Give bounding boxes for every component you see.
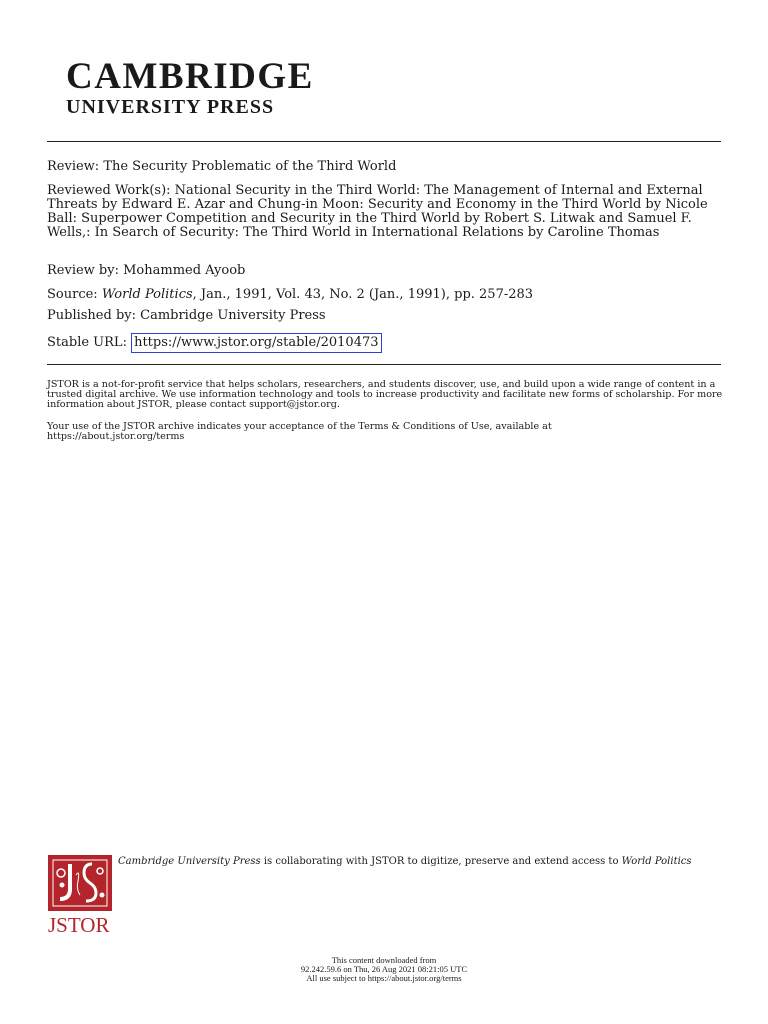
footer-line-3: All use subject to https://about.jstor.org/terms [306, 973, 462, 983]
source-journal: World Politics [101, 287, 193, 302]
published-by: Published by: Cambridge University Press [47, 308, 326, 323]
source-line [47, 288, 533, 302]
footer-line-1: This content downloaded from [331, 955, 437, 965]
review-title: Review: The Security Problematic of the Third World [47, 159, 397, 174]
stable-url-line [47, 333, 382, 353]
terms-notice: Your use of the JSTOR archive indicates your acceptance of the Terms & Conditions of Use, available at https://about.jstor.org/terms [47, 421, 552, 442]
jstor-wordmark: JSTOR [48, 913, 110, 935]
source-label: Source: [47, 287, 102, 302]
jstor-mission-notice: JSTOR is a not-for-profit service that helps scholars, researchers, and students discover, use, and build upon a wide range of content in a trusted digital archive. We use information technology and tools to increase productivity and facilitate new forms of scholarship. For more information about JSTOR, please contact support@jstor.org. [47, 379, 723, 410]
source-details: , Jan., 1991, Vol. 43, No. 2 (Jan., 1991), pp. 257-283 [192, 287, 534, 302]
review-by: Review by: Mohammed Ayoob [47, 263, 246, 278]
jstor-logo [48, 855, 114, 935]
collab-publisher: Cambridge University Press [118, 856, 261, 867]
top-divider [47, 141, 721, 142]
collaboration-statement [118, 856, 718, 868]
collab-body: is collaborating with JSTOR to digitize, preserve and extend access to [260, 856, 622, 867]
reviewed-works: Reviewed Work(s): National Security in the Third World: The Management of Internal and External Threats by Edward E. Azar and Chung-in Moon: Security and Economy in the Third World by Nicole Ball: Superpower Competition and Security in the Third World by Robert S. Litwak and Samuel F. Wells,: In Search of Security: The Third World in International Relations by Caroline Thomas [47, 183, 708, 240]
logo-line-university-press: UNIVERSITY PRESS [66, 96, 275, 118]
stable-url-link[interactable]: https://www.jstor.org/stable/2010473 [131, 333, 381, 353]
cambridge-university-press-logo [66, 56, 314, 118]
logo-line-cambridge: CAMBRIDGE [66, 56, 314, 97]
stable-url-label: Stable URL: [47, 335, 132, 350]
middle-divider [47, 364, 721, 365]
jstor-seal-icon [48, 855, 114, 935]
download-footer [234, 956, 534, 983]
footer-line-2: 92.242.59.6 on Thu, 26 Aug 2021 08:21:05 UTC [300, 964, 468, 974]
collab-journal: World Politics [621, 856, 692, 867]
